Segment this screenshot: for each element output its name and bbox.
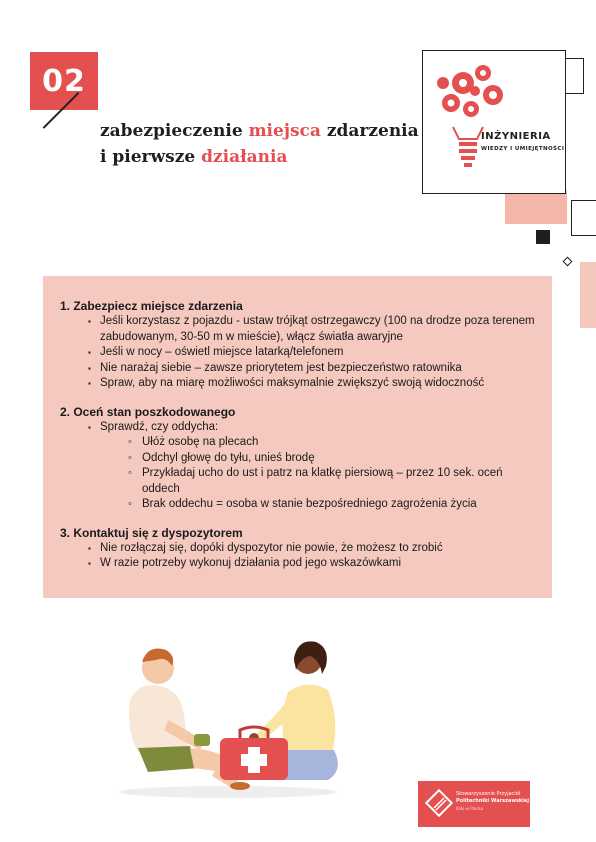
list-item: ▪ Jeśli korzystasz z pojazdu - ustaw trójkąt ostrzegawczy (100 na drodze poza terenem zabudowanym, 30-50 m w mieście), włącz światła awaryjne [88, 314, 540, 345]
footer-logo-line-3: Koło w Płocku [456, 806, 484, 811]
section-2 [60, 404, 540, 513]
title-line-1: zabezpieczenie miejsca zdarzenia [100, 121, 419, 141]
sub-list-item: ◦ Brak oddechu = osoba w stanie bezpośredniego zagrożenia życia [128, 497, 540, 513]
logo-text-main: INŻYNIERIA [481, 131, 551, 142]
section-1 [60, 298, 540, 392]
footer-logo-line-1: Stowarzyszenie Przyjaciół [456, 791, 521, 797]
section-title: 3. Kontaktuj się z dyspozytorem [60, 525, 243, 540]
decorative-diamond [563, 257, 573, 267]
decorative-black-square [536, 230, 550, 244]
list-item: ▪ Nie narażaj siebie – zawsze priorytetem jest bezpieczeństwo ratownika [88, 361, 540, 377]
footer-logo [418, 781, 530, 827]
list-item: ▪ W razie potrzeby wykonuj działania pod jego wskazówkami [88, 556, 540, 572]
sub-list-item: ◦ Przykładaj ucho do ust i patrz na klatkę piersiową – przez 10 sek. oceń oddech [128, 466, 540, 497]
sub-list-item: ◦ Ułóż osobę na plecach [128, 435, 540, 451]
decorative-pink-rectangle [505, 190, 567, 224]
page-title [100, 118, 419, 170]
logo-text-sub: WIEDZY I UMIEJĘTNOŚCI [481, 146, 565, 152]
section-title: 1. Zabezpiecz miejsce zdarzenia [60, 299, 243, 313]
list-item: ▪ Jeśli w nocy – oświetl miejsce latarką/telefonem [88, 345, 540, 361]
section-3 [60, 525, 540, 572]
list-item: ▪ Spraw, aby na miarę możliwości maksymalnie zwiększyć swoją widoczność [88, 376, 540, 392]
title-line-2: i pierwsze działania [100, 147, 288, 167]
title-highlight-1: miejsca [248, 121, 321, 141]
section-title: 2. Oceń stan poszkodowanego [60, 404, 236, 419]
first-aid-illustration [108, 630, 348, 800]
title-highlight-2: działania [201, 147, 288, 167]
logo-inzynieria [422, 50, 566, 194]
footer-logo-line-2: Politechniki Warszawskiej [456, 798, 530, 804]
lightbulb-gears-icon [423, 51, 565, 193]
sub-list-item: ◦ Odchyl głowę do tyłu, unieś brodę [128, 451, 540, 467]
decorative-square-outline-small [571, 200, 596, 236]
decorative-pink-bar [580, 262, 596, 328]
section-number-badge: 02 [30, 52, 98, 110]
association-logo-icon [422, 784, 456, 824]
list-item: ▪ Sprawdź, czy oddycha: ◦ Ułóż osobę na plecach ◦ Odchyl głowę do tyłu, unieś brodę ◦ Przykładaj ucho do ust i patrz na klatkę piersiową – przez 10 sek. oceń oddech ◦ Brak oddechu = osoba w stanie bezpośredniego zagrożenia życia [88, 420, 540, 513]
instructions [60, 298, 540, 584]
list-item: ▪ Nie rozłączaj się, dopóki dyspozytor nie powie, że możesz to zrobić [88, 541, 540, 557]
